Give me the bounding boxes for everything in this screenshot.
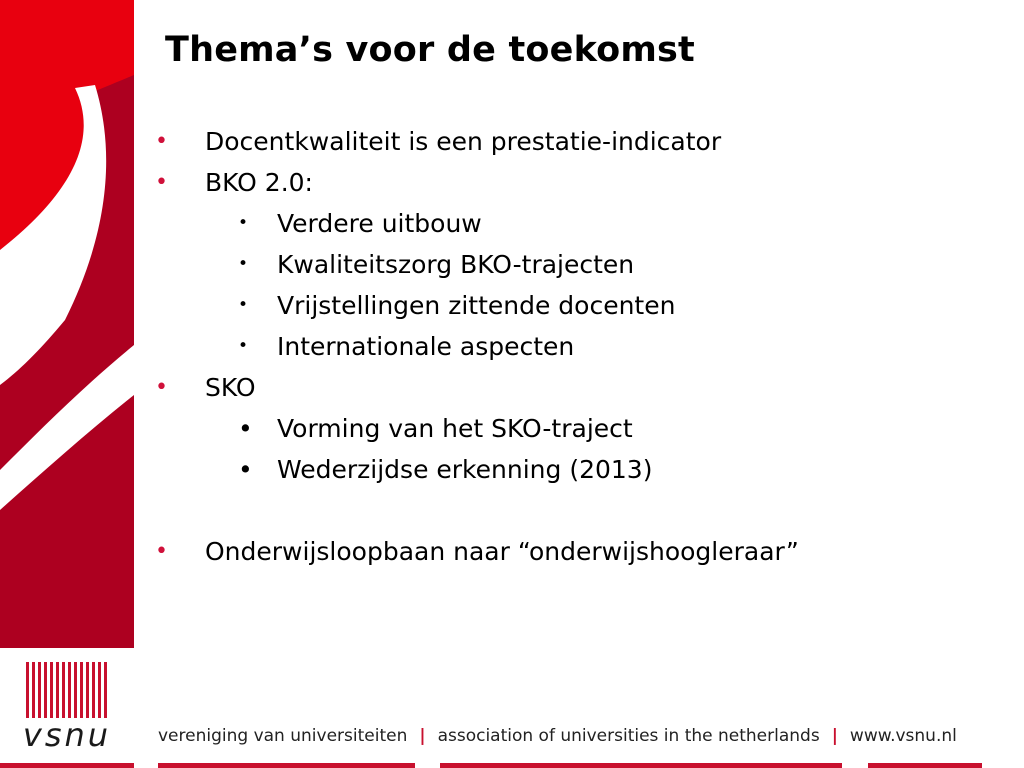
bullet-icon: • xyxy=(155,129,168,154)
barcode-logo-icon xyxy=(26,662,108,718)
footer-tagline xyxy=(158,726,957,746)
list-item xyxy=(155,203,1015,244)
list-item xyxy=(155,121,1015,162)
footer-dutch-name: vereniging van universiteiten xyxy=(158,726,408,746)
list-item-text: Vrijstellingen zittende docenten xyxy=(277,291,676,320)
bullet-icon: • xyxy=(238,455,253,484)
list-item-text: Kwaliteitszorg BKO-trajecten xyxy=(277,250,635,279)
list-item xyxy=(155,367,1015,408)
list-item-text: Onderwijsloopbaan naar “onderwijshoogleraar” xyxy=(205,537,799,566)
list-item-text: Internationale aspecten xyxy=(277,332,575,361)
list-item xyxy=(155,449,1015,490)
bullet-list xyxy=(155,121,1015,572)
bullet-icon: • xyxy=(238,336,249,356)
footer-english-name: association of universities in the netherlands xyxy=(437,726,820,746)
list-item xyxy=(155,408,1015,449)
footer xyxy=(0,648,1024,768)
footer-website-link[interactable]: www.vsnu.nl xyxy=(849,726,957,746)
footer-rule xyxy=(0,763,134,768)
list-item xyxy=(155,162,1015,203)
bullet-icon: • xyxy=(238,213,249,233)
list-item xyxy=(155,285,1015,326)
list-item-text: Vorming van het SKO-traject xyxy=(277,414,633,443)
bullet-icon: • xyxy=(238,414,253,443)
list-item-text: Docentkwaliteit is een prestatie-indicator xyxy=(205,127,722,156)
page-title: Thema’s voor de toekomst xyxy=(165,30,695,70)
vsnu-logo xyxy=(22,662,112,757)
bullet-icon: • xyxy=(155,170,168,195)
list-item-text: Verdere uitbouw xyxy=(277,209,482,238)
footer-separator: | xyxy=(831,726,838,746)
footer-separator: | xyxy=(419,726,426,746)
bullet-icon: • xyxy=(155,539,168,564)
bullet-icon: • xyxy=(238,254,249,274)
bullet-icon: • xyxy=(238,295,249,315)
list-item xyxy=(155,244,1015,285)
list-item xyxy=(155,326,1015,367)
list-item xyxy=(155,531,1015,572)
list-item-text: Wederzijdse erkenning (2013) xyxy=(277,455,653,484)
logo-wordmark: vsnu xyxy=(22,716,112,754)
decorative-red-shapes xyxy=(0,0,134,648)
list-item-text: BKO 2.0: xyxy=(205,168,313,197)
footer-rule xyxy=(158,763,415,768)
footer-rule xyxy=(440,763,842,768)
footer-rule xyxy=(868,763,982,768)
bullet-icon: • xyxy=(155,375,168,400)
list-item-text: SKO xyxy=(205,373,256,402)
